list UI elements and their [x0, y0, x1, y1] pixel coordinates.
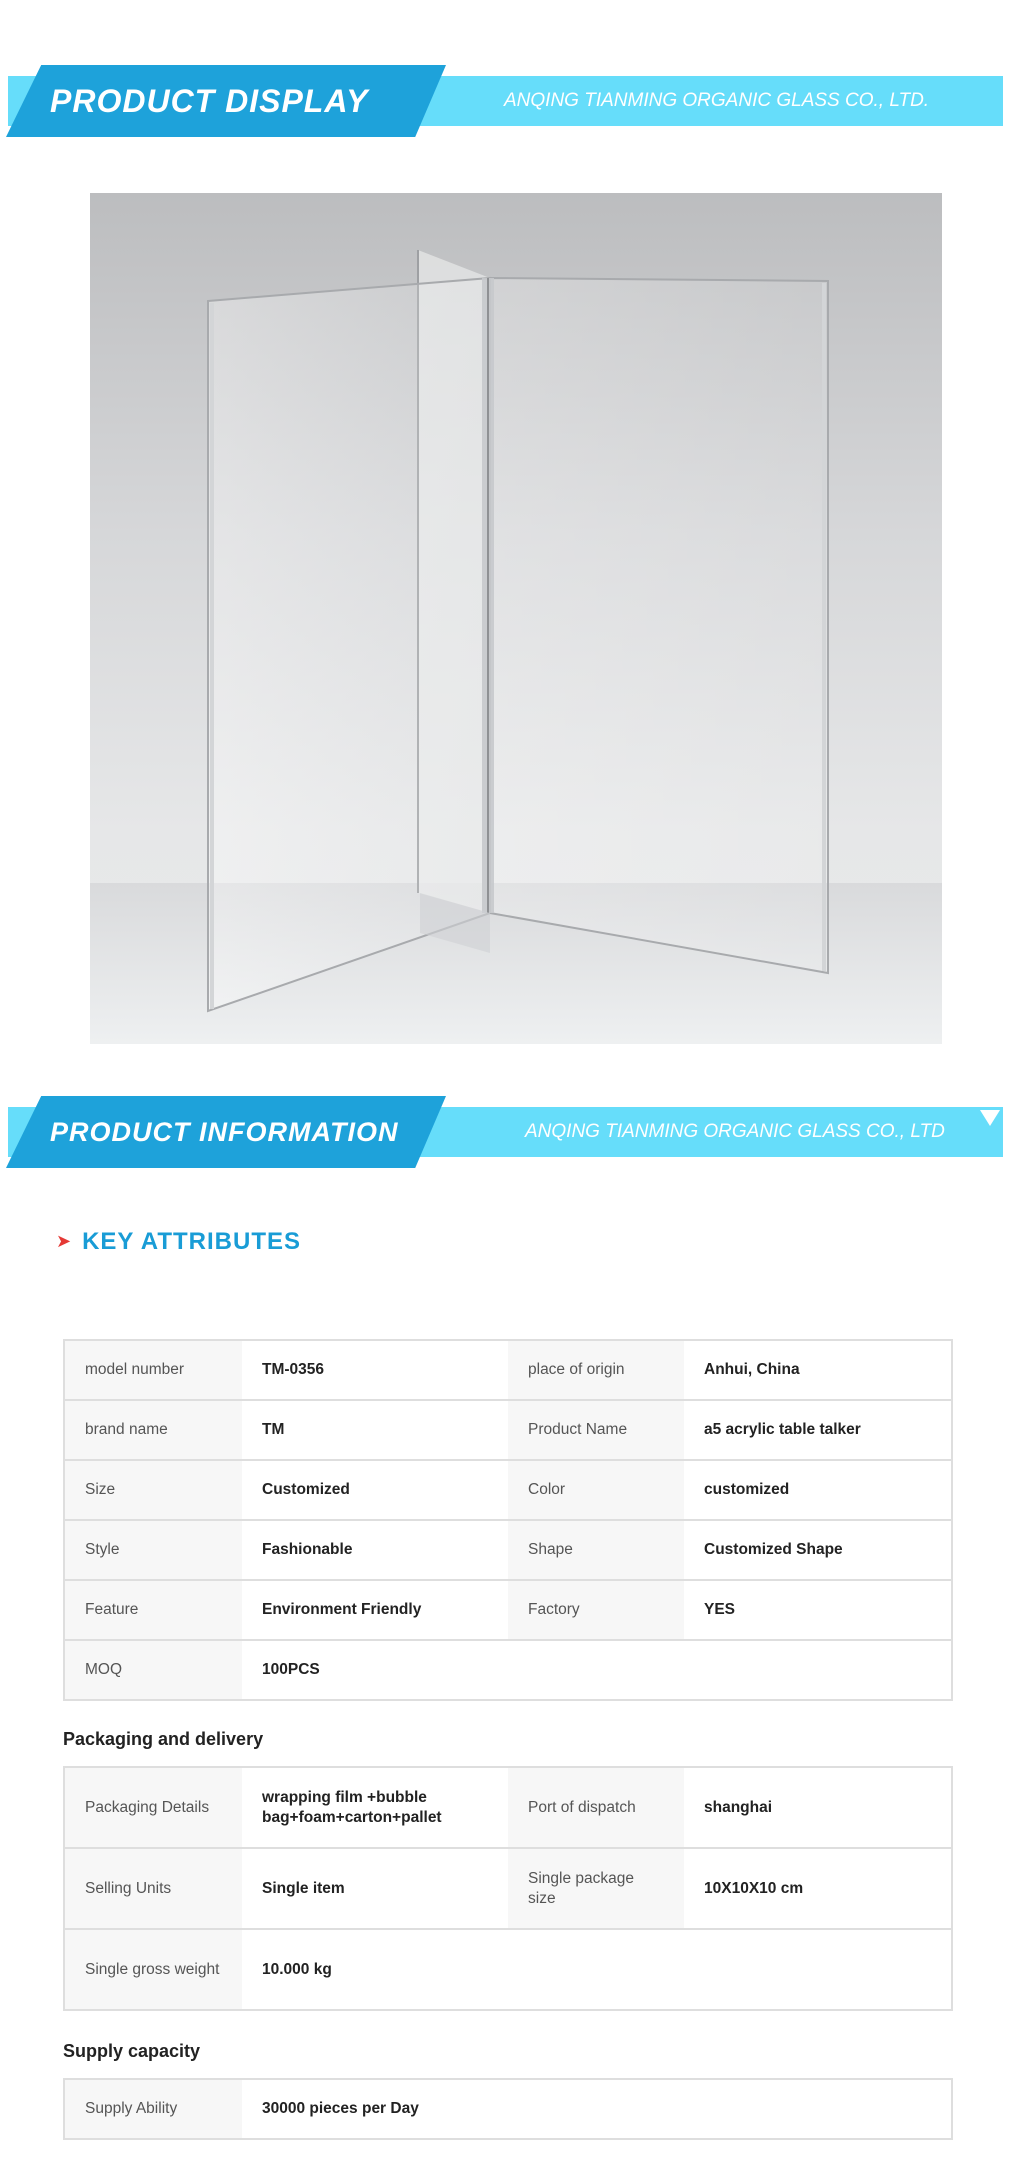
table-row: [64, 2079, 952, 2139]
empty-cell: [508, 1640, 684, 1700]
arrow-right-icon: ➤: [56, 1231, 73, 1251]
product-photo: [90, 193, 942, 1044]
empty-cell: [684, 1929, 952, 2010]
attr-value: Fashionable: [242, 1520, 508, 1580]
table-row: [64, 1520, 952, 1580]
attr-value: customized: [684, 1460, 952, 1520]
attr-value: shanghai: [684, 1767, 952, 1848]
empty-cell: [684, 1640, 952, 1700]
attr-value: TM: [242, 1400, 508, 1460]
banner-title: PRODUCT DISPLAY: [50, 83, 369, 119]
attr-label: Feature: [64, 1580, 242, 1640]
packaging-table: [63, 1766, 953, 2011]
key-attributes-table: [63, 1339, 953, 1701]
attr-value: 30000 pieces per Day: [242, 2079, 952, 2139]
table-row: [64, 1340, 952, 1400]
attr-label: Selling Units: [64, 1848, 242, 1929]
product-information-banner: [0, 1096, 1021, 1168]
supply-heading: Supply capacity: [63, 2041, 201, 2061]
empty-cell: [508, 1929, 684, 2010]
attr-label: Style: [64, 1520, 242, 1580]
table-row: [64, 1580, 952, 1640]
triangle-down-icon: [980, 1110, 1000, 1126]
attr-label: Port of dispatch: [508, 1767, 684, 1848]
attr-label: Supply Ability: [64, 2079, 242, 2139]
attr-value: TM-0356: [242, 1340, 508, 1400]
packaging-heading: Packaging and delivery: [63, 1729, 264, 1749]
attr-label: Size: [64, 1460, 242, 1520]
attr-value: 10.000 kg: [242, 1929, 508, 2010]
attr-value: Customized: [242, 1460, 508, 1520]
attr-label: Packaging Details: [64, 1767, 242, 1848]
table-row: [64, 1929, 952, 2010]
table-row: [64, 1767, 952, 1848]
attr-label: Color: [508, 1460, 684, 1520]
attr-label: Factory: [508, 1580, 684, 1640]
attr-label: MOQ: [64, 1640, 242, 1700]
banner-company-name: ANQING TIANMING ORGANIC GLASS CO., LTD: [525, 1121, 945, 1142]
attr-label: place of origin: [508, 1340, 684, 1400]
attr-value: 100PCS: [242, 1640, 508, 1700]
attr-value: Environment Friendly: [242, 1580, 508, 1640]
attr-label: model number: [64, 1340, 242, 1400]
attr-value: Anhui, China: [684, 1340, 952, 1400]
supply-table: [63, 2078, 953, 2140]
attr-value: Single item: [242, 1848, 508, 1929]
key-attributes-heading: [56, 1224, 301, 1260]
attr-label: Single gross weight: [64, 1929, 242, 2010]
attr-value: Customized Shape: [684, 1520, 952, 1580]
attr-value: YES: [684, 1580, 952, 1640]
attr-value: 10X10X10 cm: [684, 1848, 952, 1929]
banner-company-name: ANQING TIANMING ORGANIC GLASS CO., LTD.: [504, 90, 930, 111]
key-attributes-title: KEY ATTRIBUTES: [82, 1228, 301, 1255]
table-row: [64, 1640, 952, 1700]
attr-label: Single package size: [508, 1848, 684, 1929]
attr-label: Shape: [508, 1520, 684, 1580]
table-row: [64, 1460, 952, 1520]
table-row: [64, 1848, 952, 1929]
attr-label: brand name: [64, 1400, 242, 1460]
attr-value: wrapping film +bubble bag+foam+carton+pallet: [242, 1767, 508, 1848]
table-row: [64, 1400, 952, 1460]
product-display-banner: [0, 65, 1021, 137]
attr-label: Product Name: [508, 1400, 684, 1460]
banner-title: PRODUCT INFORMATION: [50, 1117, 399, 1147]
attr-value: a5 acrylic table talker: [684, 1400, 952, 1460]
